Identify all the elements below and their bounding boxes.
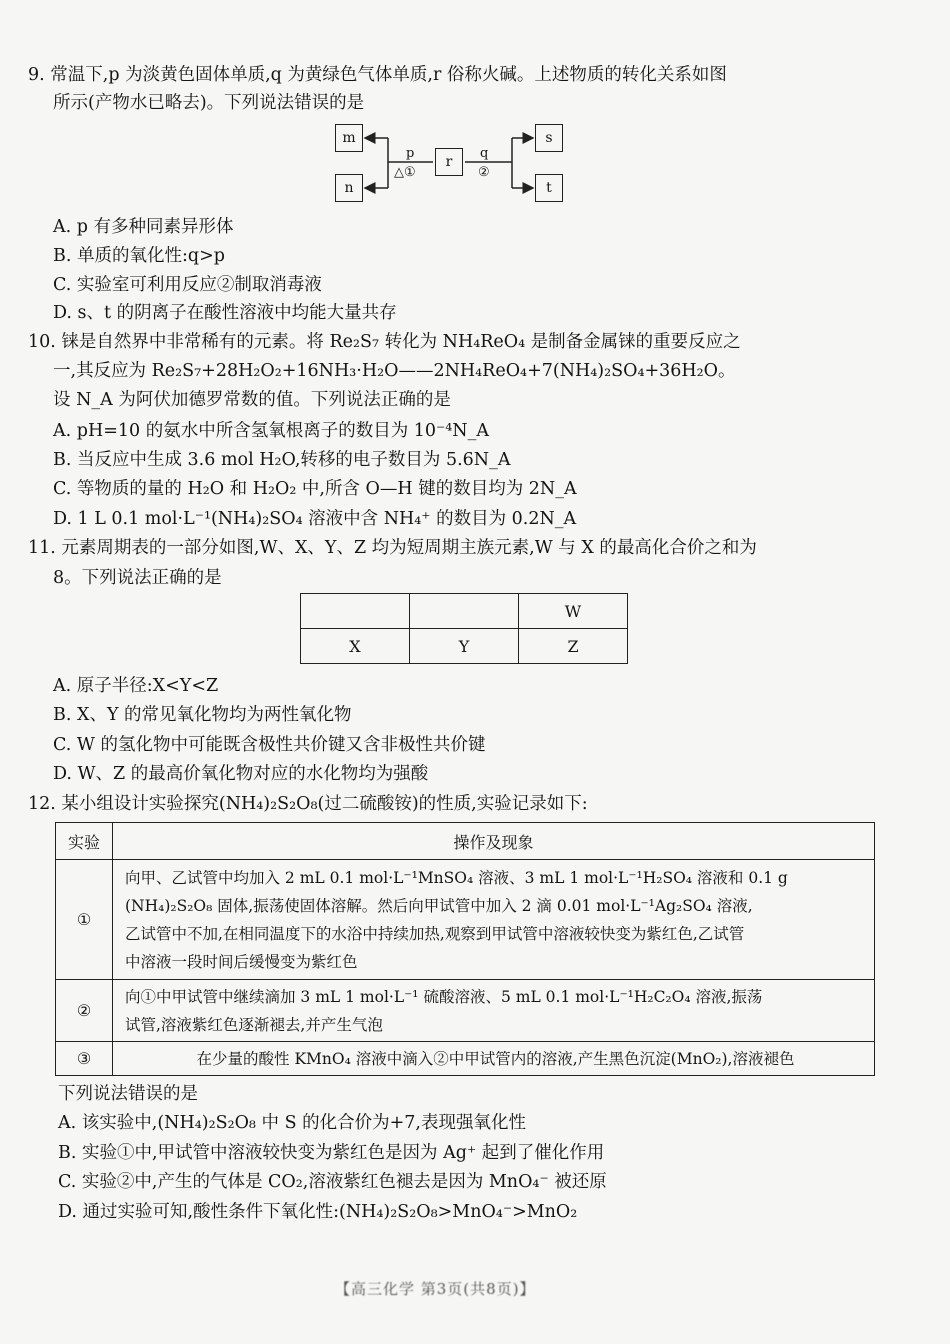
experiment-id: ① [56,860,113,980]
page-footer: 【高三化学 第3页(共8页)】 [335,1280,536,1298]
table-header-row [56,823,875,860]
node-r: r [435,148,463,176]
q10-line2: 一,其反应为 Re₂S₇+28H₂O₂+16NH₃·H₂O——2NH₄ReO₄+7(NH₄)₂SO₄+36H₂O。 [53,361,736,381]
q12-option-b: B. 实验①中,甲试管中溶液较快变为紫红色是因为 Ag⁺ 起到了催化作用 [58,1143,605,1163]
desc-line: 乙试管中不加,在相同温度下的水浴中持续加热,观察到甲试管中溶液较快变为紫红色,乙试管 [125,924,745,943]
node-n: n [335,174,363,202]
table-cell [301,594,410,629]
label-cond1: △① [394,165,416,180]
header-operation: 操作及现象 [113,823,875,860]
q9-transformation-diagram [330,118,570,210]
table-cell [410,594,519,629]
desc-line: 试管,溶液紫红色逐渐褪去,并产生气泡 [125,1015,383,1034]
table-row [56,980,875,1042]
experiment-table [55,822,875,1076]
q11-option-b: B. X、Y 的常见氧化物均为两性氧化物 [53,705,352,725]
q9-stem-line1: 9. 常温下,p 为淡黄色固体单质,q 为黄绿色气体单质,r 俗称火碱。上述物质的转化关系如图 [28,65,727,85]
header-experiment: 实验 [56,823,113,860]
node-s: s [535,124,563,152]
q9-option-d: D. s、t 的阴离子在酸性溶液中均能大量共存 [53,303,397,323]
q12-after-text: 下列说法错误的是 [58,1084,198,1104]
q10-option-b: B. 当反应中生成 3.6 mol H₂O,转移的电子数目为 5.6N_A [53,450,511,470]
desc-line: (NH₄)₂S₂O₈ 固体,振荡使固体溶解。然后向甲试管中加入 2 滴 0.01 mol·L⁻¹Ag₂SO₄ 溶液, [125,896,753,915]
desc-line: 向①中甲试管中继续滴加 3 mL 1 mol·L⁻¹ 硫酸溶液、5 mL 0.1 mol·L⁻¹H₂C₂O₄ 溶液,振荡 [125,987,763,1006]
label-q: q [480,146,489,161]
q9-option-c: C. 实验室可利用反应②制取消毒液 [53,275,322,295]
table-cell-y: Y [410,629,519,664]
table-cell-w: W [519,594,628,629]
q9-stem-line2: 所示(产物水已略去)。下列说法错误的是 [53,93,365,113]
desc-line: 中溶液一段时间后缓慢变为紫红色 [125,952,358,971]
q11-option-a: A. 原子半径:X<Y<Z [53,676,219,696]
table-row [56,1042,875,1076]
node-m: m [335,124,363,152]
q12-option-c: C. 实验②中,产生的气体是 CO₂,溶液紫红色褪去是因为 MnO₄⁻ 被还原 [58,1172,607,1192]
q10-option-a: A. pH=10 的氨水中所含氢氧根离子的数目为 10⁻⁴N_A [53,421,490,441]
desc-line: 向甲、乙试管中均加入 2 mL 0.1 mol·L⁻¹MnSO₄ 溶液、3 mL 1 mol·L⁻¹H₂SO₄ 溶液和 0.1 g [125,868,788,887]
label-cond2: ② [478,165,490,180]
experiment-desc [113,980,875,1042]
experiment-desc [113,1042,875,1076]
q11-option-c: C. W 的氢化物中可能既含极性共价键又含非极性共价键 [53,735,486,755]
experiment-id: ② [56,980,113,1042]
table-cell-x: X [301,629,410,664]
desc-line: 在少量的酸性 KMnO₄ 溶液中滴入②中甲试管内的溶液,产生黑色沉淀(MnO₂),溶液褪色 [196,1049,795,1068]
q12-option-d: D. 通过实验可知,酸性条件下氧化性:(NH₄)₂S₂O₈>MnO₄⁻>MnO₂ [58,1202,578,1222]
experiment-id: ③ [56,1042,113,1076]
q9-option-a: A. p 有多种同素异形体 [53,217,234,237]
q12-option-a: A. 该实验中,(NH₄)₂S₂O₈ 中 S 的化合价为+7,表现强氧化性 [58,1113,526,1133]
q10-option-c: C. 等物质的量的 H₂O 和 H₂O₂ 中,所含 O—H 键的数目均为 2N_A [53,479,577,499]
q10-line3: 设 N_A 为阿伏加德罗常数的值。下列说法正确的是 [53,390,451,410]
q11-line2: 8。下列说法正确的是 [53,568,222,588]
q11-line1: 11. 元素周期表的一部分如图,W、X、Y、Z 均为短周期主族元素,W 与 X 的最高化合价之和为 [28,538,757,558]
q10-line1: 10. 铼是自然界中非常稀有的元素。将 Re₂S₇ 转化为 NH₄ReO₄ 是制备金属铼的重要反应之 [28,332,741,352]
table-row [301,594,628,629]
table-row [301,629,628,664]
node-t: t [535,174,563,202]
q12-stem: 12. 某小组设计实验探究(NH₄)₂S₂O₈(过二硫酸铵)的性质,实验记录如下: [28,794,588,814]
experiment-desc [113,860,875,980]
q9-option-b: B. 单质的氧化性:q>p [53,246,225,266]
q10-option-d: D. 1 L 0.1 mol·L⁻¹(NH₄)₂SO₄ 溶液中含 NH₄⁺ 的数目为 0.2N_A [53,509,577,529]
periodic-table-fragment [300,593,628,664]
label-p: p [406,146,415,161]
table-row [56,860,875,980]
q11-option-d: D. W、Z 的最高价氧化物对应的水化物均为强酸 [53,764,429,784]
table-cell-z: Z [519,629,628,664]
